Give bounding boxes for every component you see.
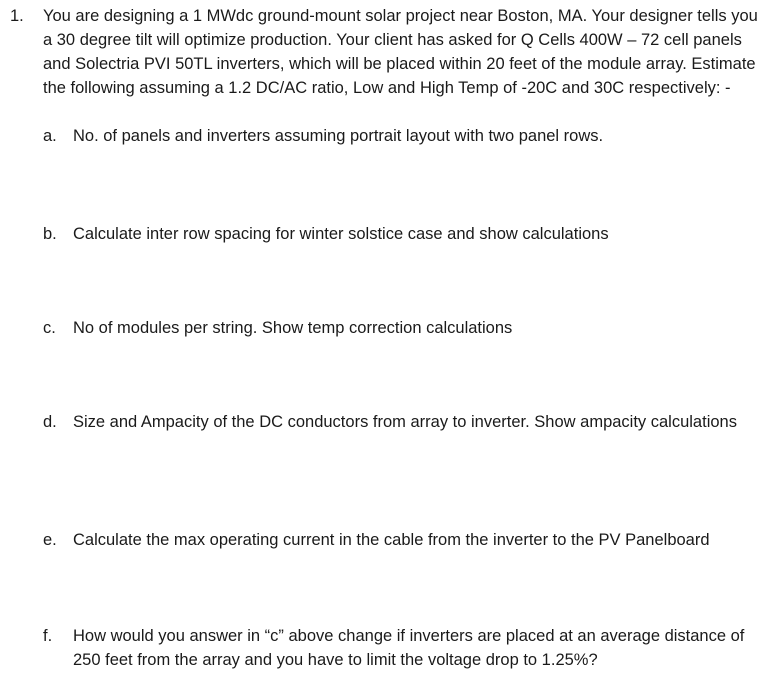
- part-c-text: No of modules per string. Show temp correction calculations: [73, 319, 513, 337]
- part-a-letter: a.: [43, 127, 57, 145]
- part-f-letter: f.: [43, 627, 53, 645]
- part-d-text: Size and Ampacity of the DC conductors from array to inverter. Show ampacity calculations: [73, 413, 737, 431]
- part-e-letter: e.: [43, 531, 57, 549]
- part-b-letter: b.: [43, 225, 57, 243]
- part-b-text: Calculate inter row spacing for winter solstice case and show calculations: [73, 225, 609, 243]
- part-f-text: How would you answer in “c” above change if inverters are placed at an average distance of 250 feet from the array and you have to limit the voltage drop to 1.25%?: [73, 627, 745, 669]
- question-number: 1.: [10, 7, 24, 25]
- part-e-text: Calculate the max operating current in the cable from the inverter to the PV Panelboard: [73, 531, 710, 549]
- part-c-letter: c.: [43, 319, 56, 337]
- question-text: You are designing a 1 MWdc ground-mount solar project near Boston, MA. Your designer tells you a 30 degree tilt will optimize production. Your client has asked for Q Cells 400W – 72 cell panels and Solectria PVI 50TL inverters, which will be placed within 20 feet of the module array. Estimate the following assuming a 1.2 DC/AC ratio, Low and High Temp of -20C and 30C respectively: -: [43, 7, 758, 97]
- part-d-letter: d.: [43, 413, 57, 431]
- part-a-text: No. of panels and inverters assuming portrait layout with two panel rows.: [73, 127, 604, 145]
